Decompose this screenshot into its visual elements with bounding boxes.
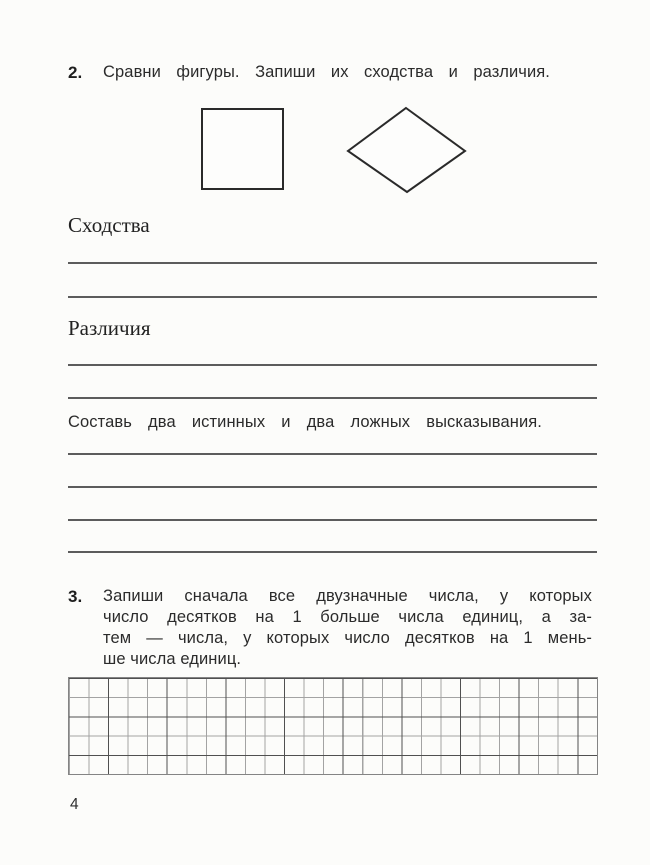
answer-line	[68, 262, 597, 264]
answer-line	[68, 551, 597, 553]
exercise-2-number: 2.	[68, 63, 83, 82]
statements-prompt: Составь два истинных и два ложных высказывания.	[68, 413, 542, 431]
answer-line	[68, 519, 597, 521]
square-figure	[201, 108, 284, 190]
exercise-3-prompt-line: число десятков на 1 больше числа единиц, а за-	[103, 608, 592, 626]
similarities-heading: Сходства	[68, 213, 150, 237]
exercise-3-number: 3.	[68, 587, 83, 606]
answer-grid	[68, 677, 598, 775]
exercise-3-prompt-line: Запиши сначала все двузначные числа, у которых	[103, 587, 592, 605]
page-number: 4	[70, 796, 79, 813]
answer-line	[68, 397, 597, 399]
answer-line	[68, 296, 597, 298]
rhombus-figure	[340, 100, 473, 200]
exercise-2-prompt: Сравни фигуры. Запиши их сходства и различия.	[103, 63, 550, 81]
exercise-3-prompt-line: ше числа единиц.	[103, 650, 242, 668]
answer-line	[68, 364, 597, 366]
answer-line	[68, 453, 597, 455]
answer-line	[68, 486, 597, 488]
differences-heading: Различия	[68, 316, 151, 340]
exercise-3	[68, 586, 592, 670]
exercise-2	[68, 62, 565, 83]
exercise-3-prompt-line: тем — числа, у которых число десятков на 1 мень-	[103, 629, 592, 647]
